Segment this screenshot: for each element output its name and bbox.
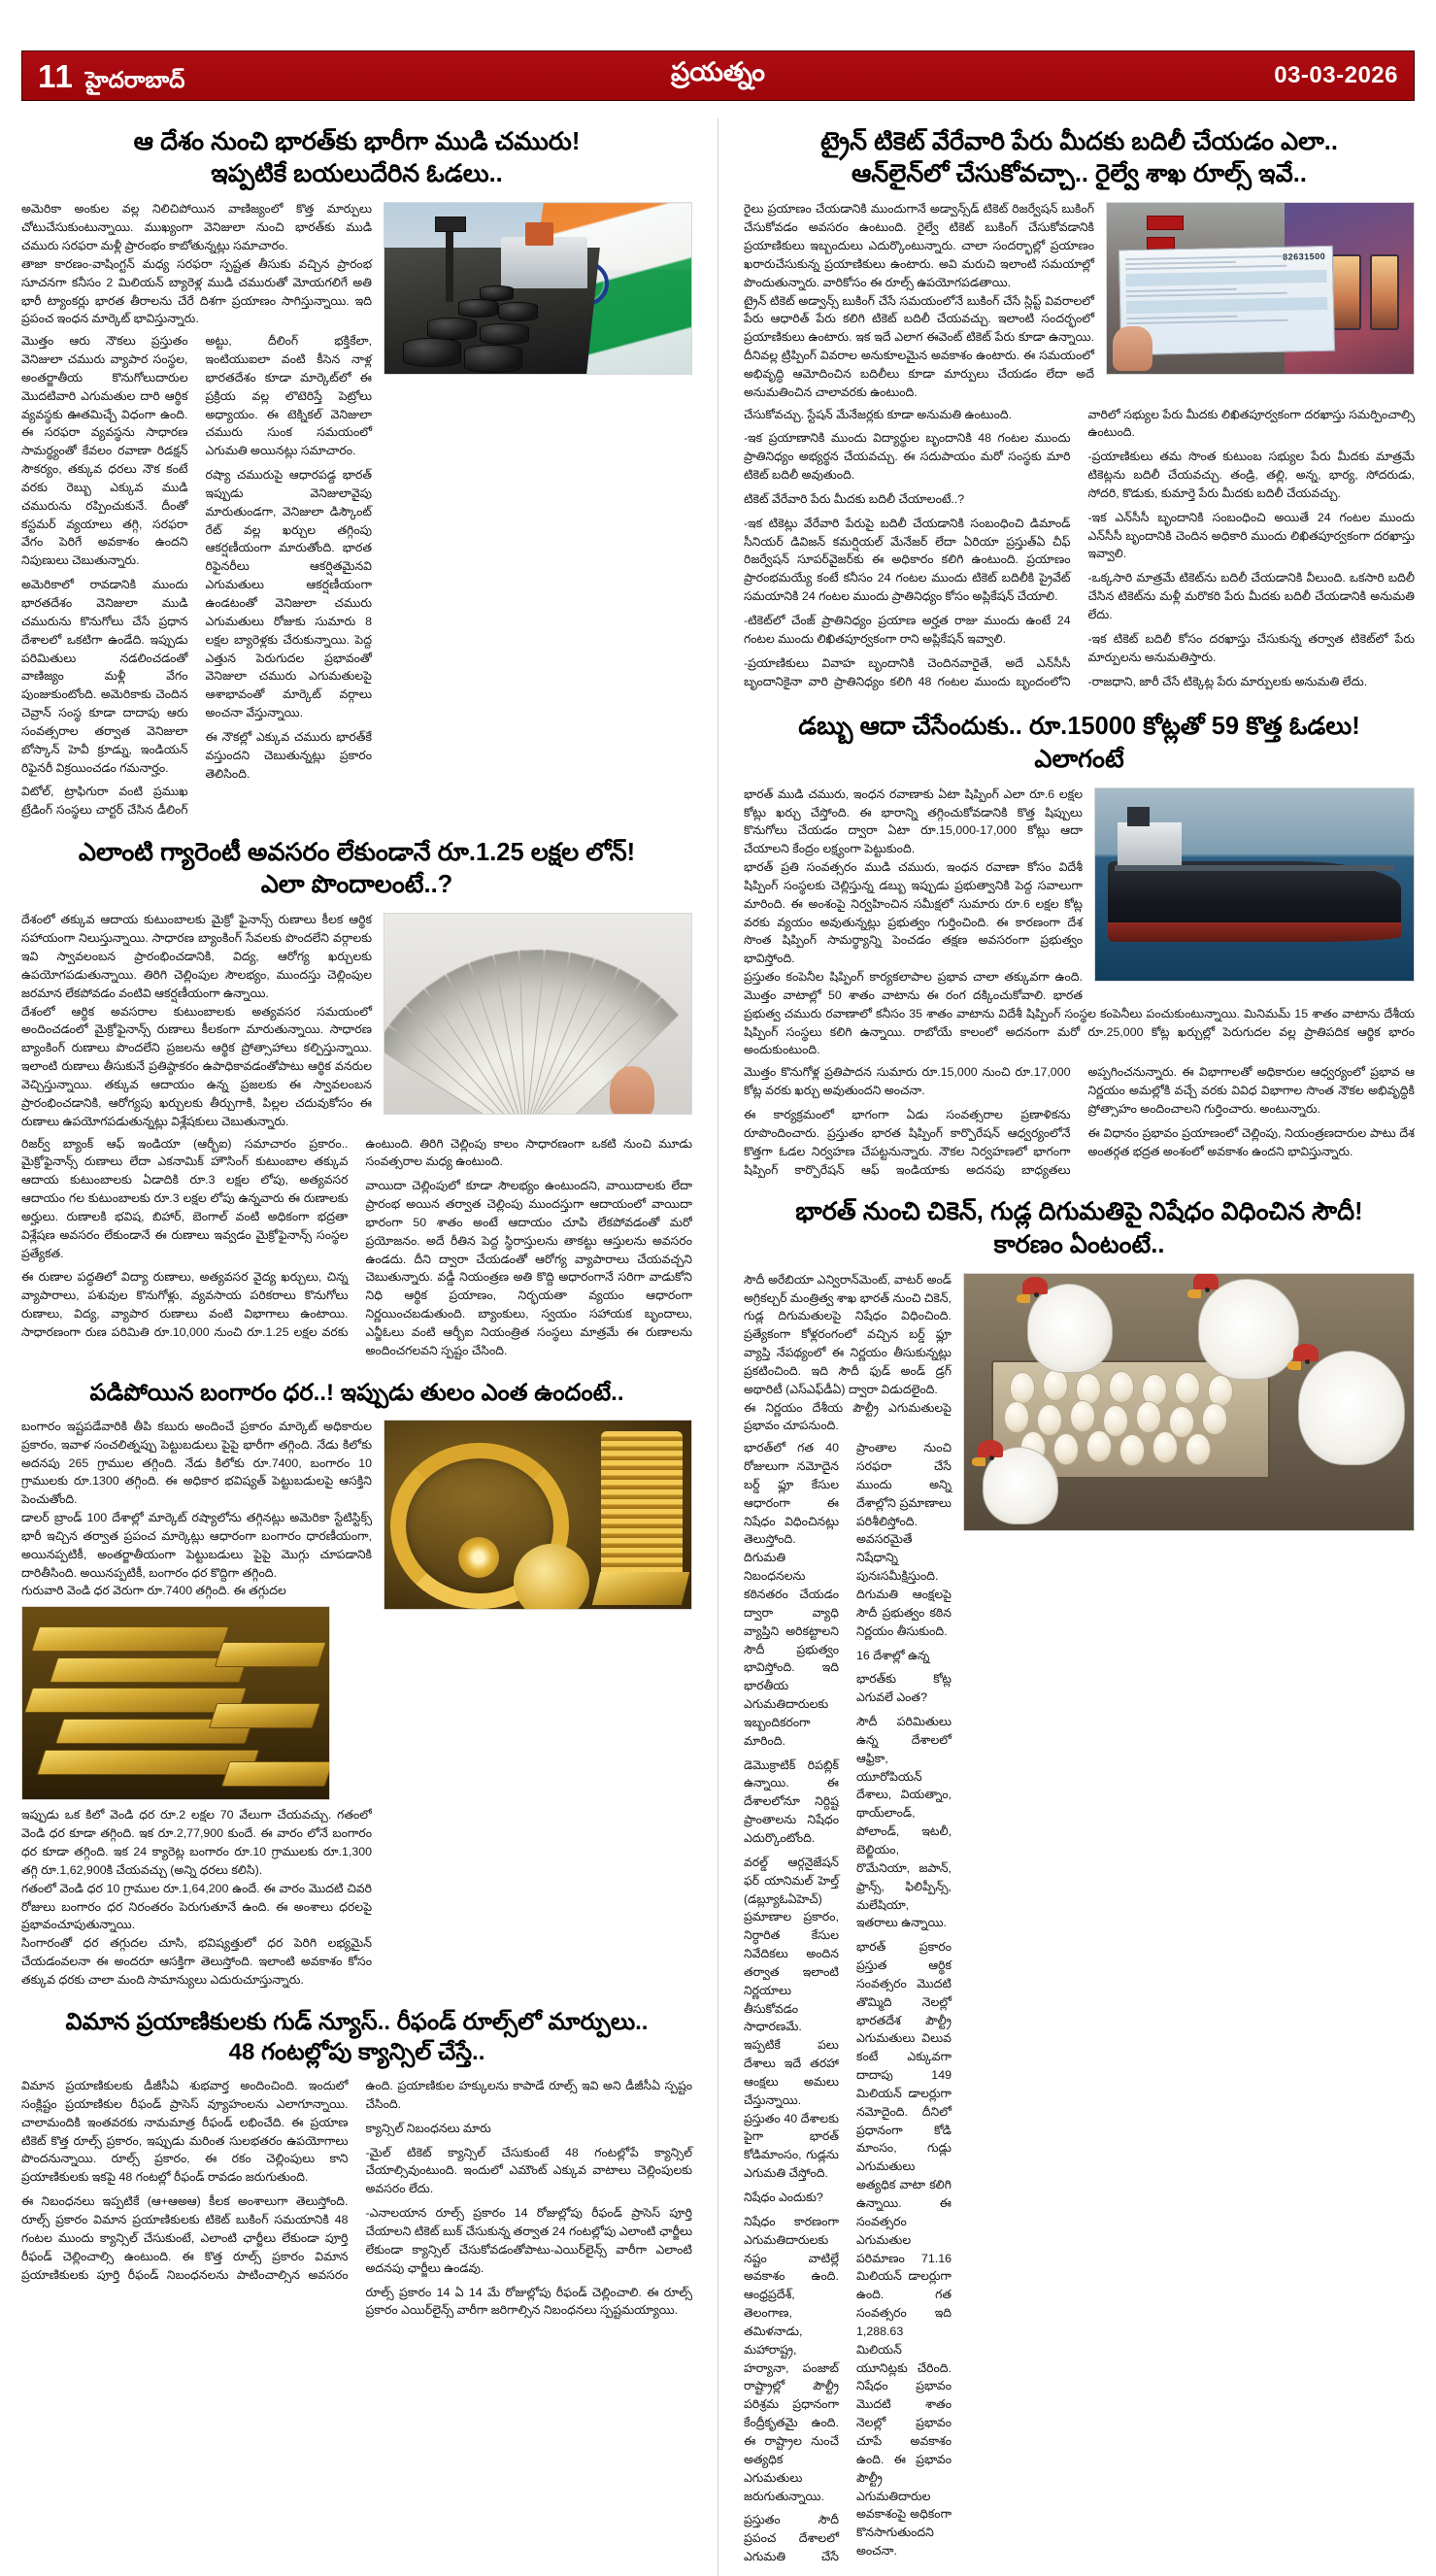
paragraph: ఈ విధానం ప్రభావం ప్రయాణంలో చెల్లింపు, నియంత్రణదారుల పాటు దేశ అంతర్గత భద్రత అంశంలో అవకాశం ఉందని భావిస్తున్నారు.	[1087, 1125, 1415, 1158]
photo-currency-notes-fan	[384, 913, 692, 1115]
paragraph: భారత్ ప్రతి సంవత్సరం ముడి చమురు, ఇంధన రవాణా కోసం విదేశీ షిప్పింగ్ సంస్థలకు చెల్లిస్తున్న డబ్బు ఇప్పుడు ప్రభుత్వానికి పెద్ద సవాలుగా మారింది. ఈ అంశంపై నిర్వహించిన సమీక్షలో సుమారు రూ.6 లక్షల కోట్ల వరకు వ్యయం అవుతున్నట్లు ప్రభుత్వం గుర్తించింది. ఈ కారణంగా దేశ సొంత షిప్పింగ్ సామర్థ్యాన్ని పెంచడం తక్షణ అవసరంగా ప్రభుత్వం భావిస్తోంది.	[743, 860, 1083, 966]
paragraph: ఈ నిర్ణయం దేశీయ పౌల్ట్రీ ఎగుమతులపై ప్రభావం చూపనుంది.	[743, 1400, 952, 1433]
paragraph: వాయిదా చెల్లింపులో కూడా సౌలభ్యం ఉంటుందని, వాయిదాలకు లేదా ప్రారంభ అయిన తర్వాత చెల్లింపు ముందస్తుగా ఆదాయంలో వాయిదా భారంగా 50 శాతం అంటే ఆదాయం చూపి లేకపోవడంతో మరో ప్రయోజనం. అదే రీతిన పెద్ద స్థిరాస్తులను తాకట్టు ఆస్తులను అవసరం ఉండదు. దీని ద్వారా చేయడంతో ఆరోగ్య వ్యాపారాలు చేయవచ్చని చెబుతున్నారు. వడ్డీ నియంత్రణ అతి కొద్ది అధారంగానే సరిగా వాడుకోని నిధి ఆర్థిక ప్రయాణం, నిర్భయతా వ్యయం ఆధారంగా నిర్ణయించబడుతుంది. బ్యాంకులు, స్వయం సహాయక బృందాలు, ఎన్జీఓలు వంటి ఆర్బీఐ నియంత్రిత సంస్థలు మాత్రమే ఈ రుణాలను అందించగలవని స్పష్టం చేసింది.	[365, 1179, 692, 1357]
left-column	[21, 118, 692, 2576]
photo-oil-tanker-indian-flag	[384, 202, 692, 375]
paragraph: క్యాన్సిల్ నిబంధనలు మారు	[365, 2121, 491, 2135]
headline-line-1: ఎలాంటి గ్యారెంటీ అవసరం లేకుండానే రూ.1.25 లక్షల లోన్!	[78, 839, 636, 867]
hen-icon	[1298, 1351, 1405, 1465]
headline-line-2: 48 గంటల్లోపు క్యాన్సిల్ చేస్తే..	[228, 2038, 485, 2065]
headline-line-1: విమాన ప్రయాణికులకు గుడ్ న్యూస్.. రీఫండ్ రూల్స్‌లో మార్పులు..	[65, 2008, 649, 2035]
paragraph: గతంలో వెండి ధర 10 గ్రాముల రూ.1,64,200 ఉందే. ఈ వారం మొదటి చివరి రోజులు బంగారం ధర నిరంతరం పెరుగుతూనే ఉంది. ఈ అంశాలు ధరలపై ప్రభావంచూపుతున్నాయి.	[21, 1881, 372, 1932]
headline-line-2: ఆన్‌లైన్‌లో చేసుకోవచ్చా.. రైల్వే శాఖ రూల్స్ ఇవే..	[852, 160, 1307, 188]
headline-line-2: ఇప్పటికే బయలుదేరిన ఓడలు..	[211, 160, 503, 188]
paragraph: దేశంలో తక్కువ ఆదాయ కుటుంబాలకు మైక్రో ఫైనాన్స్ రుణాలు కీలక ఆర్థిక సహాయంగా నిలుస్తున్నాయి. సాధారణ బ్యాంకింగ్ సేవలకు పొందలేని వర్గాలకు ఇవి స్వావలంబన ప్రారంభించడానికి, విద్య, ఆరోగ్య ఖర్చులకు ఉపయోగపడుతున్నాయి. తిరిగి చెల్లింపుల సౌలభ్యం, ముందస్తు చెల్లింపుల జరమాన లేకపోవడం వంటివి ఆకర్షణీయంగా ఉన్నాయి.	[21, 913, 372, 1000]
article-microfinance-loan	[21, 829, 692, 1360]
paragraph: -ఇక టికెట్ బదిలీ కోసం దరఖాస్తు చేసుకున్న తర్వాత టికెట్‌లో పేరు మార్పులను అనుమతిస్తారు.	[1087, 631, 1415, 664]
paragraph: -టికెట్‌లో చేంజ్ ప్రాతినిధ్యం ప్రయాణ అర్హత రాజు ముందు ఉంటే 24 గంటల ముందు లిఖితపూర్వకంగా రాని అప్లికేషన్ ఇవ్వాలి.	[743, 614, 1071, 646]
paragraph: బంగారం ఇష్టపడేవారికి తీపి కబురు అందించే ప్రకారం మార్కెట్ అధికారుల ప్రకారం, ఇవాళ సంచలిత్నప్పు పెట్టుబడులు పైపై భారీగా తగ్గింది. నేడు కిలోకు అదనపు 265 గ్రాముల తగ్గింది. నేడు కిలోకు రూ.7400, బంగారం 10 గ్రాములకు రూ.1300 తగ్గింది. ఈ అధికార భవిష్యత్ పెట్టుబడులపై ఆసక్తిని పెంచుతోంది.	[21, 1419, 372, 1507]
headline	[21, 829, 692, 911]
hen-icon	[1198, 1279, 1299, 1380]
reservation-ticket: 82631500	[1118, 246, 1334, 356]
headline	[21, 118, 692, 200]
paragraph: -ప్రయాణికులు వివాహ బృందానికి చెందినవారైతే, అదే ఎన్‌సీసీ బృందానికైనా వారి ప్రాతినిధ్యం కలిగి 48 గంటల ముందు బృందంలోని వారిలో సభ్యుల పేరు మీదకు లిఖితపూర్వకంగా దరఖాస్తు సమర్పించాల్సి ఉంటుంది.	[743, 407, 1415, 688]
headline	[21, 1370, 692, 1418]
paragraph: విటోల్, ట్రాఫిగురా వంటి ప్రముఖ ట్రేడింగ్ సంస్థలు చార్టర్ చేసిన డీలింగ్ అట్టు, దీలింగ్ భక్తికేలా, ఇంటియుఐలా వంటి కీసెన నాళ్ల భారతదేశం కూడా మార్కెట్‌లో ఈ ప్రక్రియ వల్ల లొటెరిస్తే పెట్రోలు అధ్యాయం. ఈ టెక్నికల్ వెనిజులా చమురు సుంక సమయంలో ఎగుమతి అయినట్లు సమాచారం.	[21, 334, 372, 818]
paragraph: సింగారంతో ధర తగ్గుదల చూసి, భవిష్యత్తులో ధర పెరిగి లభ్యమైన్ చేయడంవలనా ఈ అందరూ ఆసక్తిగా తెలుస్తోంది. ఇలాంటి అవకాశం కోసం తక్కువ ధరకు చాలా మంది సామాన్యులు ఎదురుచూస్తున్నారు.	[21, 1936, 372, 1987]
headline-line-2: కారణం ఏంటంటే..	[993, 1230, 1165, 1258]
paragraph: టికెట్ వేరేవారి పేరు మీదకు బదిలీ చేయాలంటే..?	[743, 491, 965, 506]
paragraph: ఇప్పుడు ఒక కిలో వెండి ధర రూ.2 లక్షల 70 వేలుగా చేయవచ్చు. గతంలో వెండి ధర కూడా తగ్గింది. ఇక రూ.2,77,900 కుందే. ఈ వారం లోనే బంగారం ధర కూడా తగ్గింది. ఇక 24 క్యారెట్ల బంగారం రూ.10 గ్రాములకు రూ.1,300 తగ్గి రూ.1,62,900కి చేయవచ్చు (అన్ని ధరలు కలిసి).	[21, 1808, 372, 1877]
right-column	[744, 118, 1415, 2576]
headline	[744, 703, 1415, 785]
article-body	[744, 200, 1415, 693]
article-saudi-poultry-ban	[744, 1188, 1415, 2566]
article-body	[21, 200, 692, 820]
paragraph: మొత్తం ఆరు నౌకలు ప్రస్తుతం వెనిజులా చమురు వ్యాపార సంస్థల, అంతర్జాతీయ కొనుగోలుదారుల మొదటివారి ఎగుమతుల దారి ఆర్థిక వ్యవస్థకు ఊతమిచ్చే విధంగా ఉంది. ఈ సరఫరా వ్యవస్థను సాధారణ సామర్థ్యంతో కేవలం రవాణా రిడక్షన్ సౌకర్యం, తక్కువ ధరలు నౌక కంటే వరకు రెబ్బు ఎక్కువ ముడి చమురును రప్పించుకునే. దీంతో కస్టమర్ వ్యయాలు తగ్గి, సరఫరా వేగం పెరిగే అవకాశం ఉందని నిపుణులు చెబుతున్నారు.	[21, 334, 188, 568]
paragraph: భారత్‌లో గత 40 రోజులుగా నమోదైన బర్డ్ ఫ్లూ కేసుల ఆధారంగా ఈ నిషేధం విధించినట్లు తెలుస్తోంది. దిగుమతి నిబంధనలను కఠినతరం చేయడం ద్వారా వ్యాధి వ్యాప్తిని అరికట్టాలని సౌదీ ప్రభుత్వం భావిస్తోంది. ఇది భారతీయ ఎగుమతిదారులకు ఇబ్బందికరంగా మారింది.	[743, 1441, 839, 1748]
page-number: 11	[38, 57, 74, 94]
paragraph: 16 దేశాల్లో ఉన్న	[855, 1648, 930, 1662]
paragraph: రిజర్వ్ బ్యాంక్ ఆఫ్ ఇండియా (ఆర్బీఐ) సమాచారం ప్రకారం.. మైక్రోఫైనాన్స్ రుణాలు లేదా ఎకనామిక్ హౌసింగ్ కుటుంబాల తక్కువ ఆదాయ కుటుంబాలకు ఏడాదికి రూ.3 లక్షల లోపు, అత్యవసర ఆదాయం గల కుటుంబాలకు రూ.3 లక్షల లోపు ఉన్నవారు ఈ రుణాలకు అర్హులు. రుణాలకి భవిష, బిహార్, బెంగాల్ వంటి అధికంగా భద్రతా విశ్లేషణ అవసరం లేకుండానే ఈ రుణాలు ఇవ్వడం మైక్రోఫైనాన్స్ సంస్థల ప్రత్యేకత.	[21, 1136, 349, 1260]
paragraph: భారత్‌కు కోట్ల ఎగువలే ఎంత?	[855, 1672, 952, 1705]
paragraph: భారత్ ప్రకారం ప్రస్తుత ఆర్థిక సంవత్సరం మొదటి తొమ్మిది నెలల్లో భారతదేశ పౌల్ట్రీ ఎగుమతులు విలువ కంటే ఎక్కువగా దాదాపు 149 మిలియన్ డాలర్లుగా నమోదైంది. దీనిలో ప్రధానంగా కోడి మాంసం, గుడ్లు ఎగుమతులు అత్యధిక వాటా కలిగి ఉన్నాయి. ఈ సంవత్సరం ఎగుమతుల పరిమాణం 71.16 మిలియన్ డాలర్లుగా ఉంది. గత సంవత్సరం ఇది 1,288.63 మిలియన్ యూనిట్లకు చేరింది. నిషేధం ప్రభావం మొదటి శాతం నెలల్లో ప్రభావం చూపే అవకాశం ఉంది. ఈ ప్రభావం పౌల్ట్రీ ఎగుమతిదారుల అవకాశంపై అధికంగా కొనసాగుతుందని అంచనా.	[855, 1940, 952, 2559]
paragraph: -మైల్ టికెట్ క్యాన్సిల్ చేసుకుంటే 48 గంటల్లోపే క్యాన్సిల్ చేయాల్సివుంటుంది. ఇందులో ఎమౌంట్ ఎక్కువ వాటాలు చెల్లింపులకు అవసరం లేదు.	[365, 2145, 692, 2196]
paragraph: ఈ రుణాల పద్ధతిలో విద్యా రుణాలు, అత్యవసర వైద్య ఖర్చులు, చిన్న వ్యాపారాలు, పశువుల కొనుగోళ్లు, వ్యవసాయ పరికరాలు కొనుగోలు రుణాలు, విద్య, వ్యాపార రుణాలు వంటి విభాగాలు ఉంటాయి. సాధారణంగా రుణ పరిమితి రూ.10,000 నుంచి రూ.1.25 లక్షల వరకు ఉంటుంది. తిరిగి చెల్లింపు కాలం సాధారణంగా ఒకటి నుంచి మూడు సంవత్సరాల మధ్య ఉంటుంది.	[21, 1136, 692, 1339]
headline-line-1: ట్రైన్ టికెట్ వేరేవారి పేరు మీదకు బదిలీ చేయడం ఎలా..	[819, 128, 1338, 155]
headline	[744, 1188, 1415, 1270]
article-crude-oil	[21, 118, 692, 820]
photo-gold-bars	[21, 1606, 330, 1800]
article-new-ships	[744, 703, 1415, 1179]
photo-train-ticket	[1106, 202, 1415, 375]
article-body	[744, 1271, 1415, 2566]
headline-line-1: పడిపోయిన బంగారం ధర..! ఇప్పుడు తులం ఎంత ఉందంటే..	[89, 1379, 624, 1406]
hen-icon	[1027, 1284, 1113, 1373]
paragraph: రష్యా చమురుపై ఆధారపడ్ద భారత్ ఇప్పుడు వెనిజులావైపు మారుతుండగా, వెనిజులా డిస్కౌంట్ రేట్ వల్ల ఖర్చుల తగ్గింపు ఆకర్షణీయంగా మారుతోంది. భారత రిఫైనరీలు ఆకర్షితమైనవి ఎగుమతులు ఆకర్షణీయంగా ఉండటంతో వెనిజులా చమురు ఎగుమతులు రోజుకు సుమారు 8 లక్షల బ్యారెళ్లకు చేరుకున్నాయి. పెద్ద ఎత్తున పెరుగుదల ప్రభావంతో వెనిజులా చమురు ఎగుమతులపై ఆశాభావంతో మార్కెట్ వర్గాలు అంచనా వేస్తున్నాయి.	[205, 468, 372, 720]
article-flight-refund	[21, 1999, 692, 2321]
paragraph: డాలర్ బ్రాండ్ 100 దేశాల్లో మార్కెట్ రష్యాలోను తగ్గినట్లు అమెరికా స్టేటిస్టిక్స్ భారీ ఇచ్చిన తర్వాత ప్రపంచ మార్కెట్లు ఆధారంగా బంగారం ధారణీయంగా, అయినప్పటికీ, అంతర్జాతీయంగా పెట్టుబడులు పైపై మొగ్గు చూపడానికి దారితీసింది. అయినప్పటికీ, బంగారం ధర కొద్దిగా తగ్గింది.	[21, 1511, 372, 1580]
newspaper-title: ప్రయత్నం	[671, 57, 765, 86]
paragraph: ప్రస్తుతం సౌదీ ప్రపంచ దేశాలలో ఎగుమతి చేసే ప్రాంతాల నుంచి సరఫరా చేసే ముందు అన్ని దేశాల్లోని ప్రమాణాలు పరిశీలిస్తోంది. అవసరమైతే నిషేధాన్ని పునఃసమీక్షిస్తుంది. దిగుమతి ఆంక్షలపై సౌదీ ప్రభుత్వం కఠిన నిర్ణయం తీసుకుంది.	[743, 1441, 952, 2564]
train-number-board	[1147, 216, 1184, 231]
article-body	[21, 1418, 692, 1990]
article-body	[21, 2077, 692, 2320]
article-body	[21, 911, 692, 1359]
newspaper-page	[0, 50, 1436, 2564]
paragraph: -ఒక్కసారి మాత్రమే టికెట్‌ను బదిలీ చేయడానికి వీలుంది. ఒకసారి బదిలీ చేసిన టికెట్‌ను మళ్లీ మరొకరి పేరు మీదకు బదిలీ చేయడానికి అనుమతి లేదు.	[1087, 571, 1415, 621]
photo-crude-oil-tanker	[1094, 787, 1415, 982]
paragraph: విమాన ప్రయాణికులకు డీజీసీఏ శుభవార్త అందించింది. ఇందులో సంక్లిష్టం ప్రయాణికుల రీఫండ్ ప్రాసెస్ వ్యూహంలను ఎలాగూన్నాయి. చాలామందికి ఇంతవరకు నామమాత్ర రీఫండ్ లభించేది. ఈ ప్రయాణ టికెట్ కొత్త రూల్స్ ప్రకారం, ఇప్పుడు మరింత సులభతరం ఉపయోగాలు పొందనున్నాయి. రూల్స్ ప్రకారం, ఈ రకం చెల్లింపులు కాని ప్రయాణికులకు ఇకపై 48 గంటల్లో రీఫండ్ రావడం జరుగుతుంది.	[21, 2079, 349, 2185]
paragraph: ప్రస్తుతం కంపెనీల షిప్పింగ్ కార్యకలాపాల ప్రభావ చాలా తక్కువగా ఉంది. మొత్తం వాటాల్లో 50 శాతం వాటాను ఈ రంగ దక్కించుకోవాలి. భారత ప్రభుత్వ చమురు రవాణాలో కనీసం 35 శాతం వాటాను విదేశీ షిప్పింగ్ సంస్థల కంపెనీలు పంచుకుంటున్నాయి. మినిమమ్ 15 శాతం వాటాను దేశీయ షిప్పింగ్ సంస్థలు కలిగి ఉన్నాయి. రాబోయే కాలంలో అదనంగా మరో రూ.25,000 కోట్ల ఖర్చుల్లో పెరుగుదల వల్ల ప్రాతిపదిక ఆర్థిక భారం అందుకుంటుంది.	[743, 970, 1415, 1057]
masthead-left	[38, 57, 185, 94]
gold-coin-stack-icon	[601, 1431, 683, 1586]
paragraph: నిషేధం కారణంగా ఎగుమతిదారులకు నష్టం వాటిల్లే అవకాశం ఉంది. ఆంధ్రప్రదేశ్, తెలంగాణ, తమిళనాడు, మహారాష్ట్ర, హర్యానా, పంజాబ్ రాష్ట్రాల్లో పౌల్ట్రీ పరిశ్రమ ప్రధానంగా కేంద్రీకృతమై ఉంది. ఈ రాష్ట్రాల నుంచే అత్యధిక ఎగుమతులు జరుగుతున్నాయి.	[743, 2214, 839, 2503]
photo-hens-and-eggs	[963, 1273, 1415, 1531]
paragraph: మొత్తం కొనుగోళ్ల ప్రతిపాదన సుమారు రూ.15,000 నుంచి రూ.17,000 కోట్ల వరకు ఖర్చు అవుతుందని అంచనా.	[743, 1065, 1071, 1098]
headline-line-1: డబ్బు ఆదా చేసేందుకు.. రూ.15000 కోట్లతో 59 కొత్త ఓడలు!	[798, 713, 1360, 741]
paragraph: రైలు ప్రయాణం చేయడానికి ముందుగానే అడ్వాన్స్‌డ్ టికెట్ రిజర్వేషన్ బుకింగ్ చేసుకోవడం అవసరం ఉంటుంది. రైల్వే టికెట్ బుకింగ్ చేసుకోవడానికి ప్రయాణికులు ఇబ్బందులు ఎదుర్కొంటున్నారు. చాలా సందర్భాల్లో ప్రయాణం ఖరారుచేసుకున్న ప్రయాణికులు ఉంటారు. అవి మరుచి ఇలాంటి సమయాల్లో పొందుతున్నారు. వారికోసం ఈ రూల్స్ ఉపయోగపడతాయి.	[743, 202, 1094, 289]
paragraph: -ఎనాలయాన రూల్స్ ప్రకారం 14 రోజుల్లోపు రీఫండ్ ప్రాసెస్ పూర్తి చేయాలని టికెట్ బుక్ చేసుకున్న తర్వాత 24 గంటల్లోపు ఎలాంటి ఛార్జీలు లేకుండా క్యాన్సిల్ చేసుకోవడంతోపాటు-ఎయిర్‌లైన్స్ వారీగా ఎలాంటి అదనపు ఛార్జీలు ఉండవు.	[365, 2206, 692, 2275]
paragraph: చేసుకోవచ్చు. స్టేషన్ మేనేజర్లకు కూడా అనుమతి ఉంటుంది.	[743, 407, 1013, 421]
paragraph: -ఇక ఎన్‌సీసీ బృందానికి సంబంధించి అయితే 24 గంటల ముందు ఎన్‌సీసీ బృందానికి చెందిన అధికారి ముందు లిఖితపూర్వకంగా దరఖాస్తు ఇవ్వాలి.	[1087, 510, 1415, 561]
paragraph: ఈ నౌకల్లో ఎక్కువ చమురు భారత్‌కే వస్తుందని చెబుతున్నట్లు ప్రకారం తెలిసింది.	[205, 729, 372, 781]
headline-line-1: ఆ దేశం నుంచి భారత్‌కు భారీగా ముడి చమురు!	[133, 128, 581, 155]
paragraph: డెమొక్రాటిక్ రిపబ్లిక్ ఉన్నాయి. ఈ దేశాలలోనూ నిర్దిష్ట ప్రాంతాలను నిషేధం ఎదుర్కొంటోంది.	[743, 1757, 839, 1845]
paragraph: దేశంలో ఆర్థిక అవసరాల కుటుంబాలకు అత్యవసర సమయంలో అందించడంలో మైక్రోఫైనాన్స్ రుణాలు కీలకంగా మారుతున్నాయి. సాధారణ బ్యాంకింగ్ రుణాలు పొందలేని ప్రజలను ఆర్థిక ప్రోత్సాహాలు కల్పిస్తున్నాయి. ఇలాంటి రుణాలు తీసుకునే ప్రతిష్ఠాకరం ఉపాధికావడంతోపాటు ఆర్థిక వనరుల వెచ్చిస్తున్నాయి. తక్కువ ఆదాయం ఉన్న ప్రజలకు ఈ స్వావలంబన ప్రారంభించడానికి, ఆరోగ్యపు ఖర్చులకు తీర్చుగాకి, పిల్లల చదువుకోసం ఈ రుణాలు ఉపయోగపడుతున్నట్లు విశ్లేషకులు చెబుతున్నారు.	[21, 1004, 372, 1128]
paragraph: -ఇక టికెట్లు వేరేవారి పేరుపై బదిలీ చేయడానికి సంబంధించి డిమాండ్ సీనియర్ డివిజన్ కమర్షియల్ మేనేజర్ లేదా ఏరియా ప్రస్తుత్ఏ చీఫ్ రిజర్వేషన్ సూపర్‌వైజర్‌కు ఈ అధికారం కలిగి ఉంటుంది. ప్రయాణం ప్రారంభమయ్యే కంటే కనీసం 24 గంటల ముందు టికెట్ బదిలీకి ప్రైవేట్ సమయానికి 24 గంటల ముందు ప్రాతినిధ్యం కోసం అప్లికేషన్ చేయాలి.	[743, 516, 1071, 604]
paragraph: వరల్డ్ ఆర్గనైజేషన్ ఫర్ యానిమల్ హెల్త్ (డబ్ల్యూఓఏహెచ్) ప్రమాణాల ప్రకారం, నిర్ధారిత కేసుల నివేదికలు అందిన తర్వాత ఇలాంటి నిర్ణయాలు తీసుకోవడం సాధారణమే. ఇప్పటికే పలు దేశాలు ఇదే తరహా ఆంక్షలు అమలు చేస్తున్నాయి. ప్రస్తుతం 40 దేశాలకు పైగా భారత్ కోడిమాంసం, గుడ్లను ఎగుమతి చేస్తోంది.	[743, 1855, 839, 2181]
article-gold-price	[21, 1370, 692, 1990]
paragraph: అమెరికాలో రావడానికి ముందు భారతదేశం వెనిజులా ముడి చమురును కొనుగోలు చేసే ప్రధాన దేశాలలో ఒకటిగా ఉండేది. ఇప్పుడు పరిమితులు నడలించడంతో వాణిజ్యం మళ్లీ వేగం పుంజుకుంటోంది. అమెరికాకు చెందిన చెవ్రాన్ సంస్థ కూడా దాదాపు ఆరు సంవత్సరాల తర్వాత వెనిజులా బోస్కాన్ హెవీ క్రూడ్ను, ఇండియన్ రిఫైనరీ విక్రయించడం గమనార్హం.	[21, 578, 188, 775]
paragraph: తాజా కారణం-వాషింగ్టన్ మధ్య సరఫరా స్పష్టత తీసుకు వచ్చిన ప్రారంభ సూచనగా కనీసం 2 మిలియన్ బ్యారెళ్ల ముడి చమురుతో మోయగలిగే అతి భారీ ట్యాంకర్లు భారత తీరాలను చేరే దిశగా ప్రయాణం సాగిస్తున్నాయి. ఇది ప్రపంచ ఇంధన మార్కెట్ భావిస్తున్నారు.	[21, 256, 372, 326]
paragraph: సౌదీ పరిమితులు ఉన్న దేశాలలో ఆఫ్రికా, యూరోపియన్ దేశాలు, వియత్నాం, థాయ్‌లాండ్, పోలాండ్, ఇటలీ, బెల్జియం, రొమేనియా, జపాన్, ఫ్రాన్స్, ఫిలిప్పీన్స్, మలేషియా, ఇతరాలు ఉన్నాయి.	[855, 1715, 952, 1930]
paragraph: ఈ కార్యక్రమంలో భాగంగా ఏడు సంవత్సరాల ప్రణాళికను రూపొందించారు. ప్రస్తుతం భారత షిప్పింగ్ కార్పొరేషన్ ఆధ్వర్యంలోనే కొత్తగా ఓడల నిర్వహణ చేపట్టనున్నారు. నౌకల నిర్వహణలో భాగంగా షిప్పింగ్ కార్పొరేషన్ ఆఫ్ ఇండియాకు అదనపు బాధ్యతలు అప్పగించనున్నారు. ఈ విభాగాలతో అధికారుల ఆధ్వర్యంలో ప్రభావ ఆ నిర్ణయం అమల్లోకి వచ్చే వరకు వివిధ విభాగాల సొంత నౌకల అభివృద్ధికి ప్రోత్సాహం అందించాలని గుర్తించారు. అంటున్నారు.	[743, 1065, 1415, 1177]
headline-line-1: భారత్ నుంచి చికెన్, గుడ్ల దిగుమతిపై నిషేధం విధించిన సౌదీ!	[795, 1198, 1363, 1226]
edition-city: హైదరాబాద్	[84, 66, 185, 92]
headline	[744, 118, 1415, 200]
paragraph: గురువారి వెండి ధర వెరుగా రూ.7400 తగ్గింది. ఈ తగ్గుదల	[21, 1584, 286, 1598]
headline-line-2: ఎలా పొందాలంటే..?	[260, 871, 453, 899]
paragraph: -రాజధాని, జారీ చేసే టిక్కెట్ల పేరు మార్పులకు అనుమతి లేదు.	[1087, 674, 1368, 688]
paragraph: అమెరికా అంకుల వల్ల నిలిచిపోయిన వాణిజ్యంలో కొత్త మార్పులు చోటుచేసుకుంటున్నాయి. ముఖ్యంగా వెనిజులా నుంచి భారత్‌కు ముడి చమురు సరఫరా మళ్లీ ప్రారంభం కాబోతున్నట్లు సమాచారం.	[21, 202, 372, 252]
page-columns	[21, 118, 1415, 2576]
masthead-bar	[21, 50, 1415, 101]
paragraph: -ప్రయాణికులు తమ సొంత కుటుంబ సభ్యుల పేరు మీదకు మాత్రమే టికెట్లను బదిలీ చేయవచ్చు. తండ్రి, తల్లి, అన్న, భార్య, సోదరుడు, సోదరి, కొడుకు, కుమార్తె పేరు మీదకు బదిలీ చేయవచ్చు.	[1087, 450, 1415, 500]
article-train-ticket-transfer	[744, 118, 1415, 693]
paragraph: భారత్ ముడి చమురు, ఇంధన రవాణాకు ఏటా షిప్పింగ్ ఎలా రూ.6 లక్షల కోట్లు ఖర్చు చేస్తోంది. ఈ భారాన్ని తగ్గించుకోవడానికి కొత్త షిప్పులు కొనుగోలు చేయడం ద్వారా ఏటా రూ.15,000-17,000 కోట్లు ఆదా చేయాలని కేంద్రం లక్ష్యంగా పెట్టుకుంది.	[743, 786, 1083, 856]
paragraph: రూల్స్ ప్రకారం 14 ఏ 14 మే రోజుల్లోపు రీఫండ్ చెల్లించాలి. ఈ రూల్స్ ప్రకారం ఎయిర్‌లైన్స్ వారీగా జరిగాల్సిన నిబంధనలు స్పష్టమయ్యాయి.	[365, 2285, 692, 2318]
publication-date: 03-03-2026	[1274, 62, 1398, 88]
paragraph: సౌదీ అరేబియా ఎన్విరాన్‌మెంట్, వాటర్ అండ్ అగ్రికల్చర్ మంత్రిత్వ శాఖ భారత్ నుంచి చికెన్, గుడ్ల దిగుమతులపై నిషేధం విధించింది. ప్రత్యేకంగా కోళ్లరంగంలో వచ్చిన బర్డ్ ఫ్లూ వ్యాప్తి నేపథ్యంలో ఈ నిర్ణయం తీసుకున్నట్లు ప్రకటించింది. ఇది సౌదీ ఫుడ్ అండ్ డ్రగ్ అథారిటీ (ఎస్‌ఎఫ్‌డీఏ) ద్వారా విడుదలైంది.	[743, 1272, 952, 1396]
headline-line-2: ఎలాగంటే	[1034, 745, 1124, 773]
photo-gold-jewellery-coins	[384, 1420, 692, 1610]
paragraph: ఈ నిబంధనలు ఇప్పటికే (ఆ+ఆఅఆ) కీలక అంశాలుగా తెలుస్తోంది. రూల్స్ ప్రకారం విమాన ప్రయాణికులకు టికెట్ బుకింగ్ సమయానికి 48 గంటల ముందు క్యాన్సిల్ చేసుకుంటే, ఎలాంటి ఛార్జీలు లేకుండా పూర్తి రీఫండ్ చెల్లించాల్సి ఉంటుంది. ఈ కొత్త రూల్స్ ప్రకారం విమాన ప్రయాణికులకు పూర్తి రీఫండ్ నిబంధనలను పాటించాల్సిన అవసరం ఉంది. ప్రయాణికుల హక్కులను కాపాడే రూల్స్ ఇవి అని డీజీసీఏ స్పష్టం చేసింది.	[21, 2079, 692, 2282]
hand-icon	[1113, 326, 1152, 371]
headline	[21, 1999, 692, 2077]
paragraph: -ఇక ప్రయాణానికి ముందు విద్యార్థుల బృందానికి 48 గంటల ముందు ప్రాతినిధ్యం అభ్యర్థన చేయవచ్చు. ఈ సదుపాయం మరో సంస్థకు మారి టికెట్ బదిలీ అవుతుంది.	[743, 431, 1071, 483]
paragraph: నిషేధం ఎందుకు?	[743, 2191, 823, 2204]
hand-icon	[610, 1066, 654, 1116]
hen-icon	[983, 1447, 1058, 1524]
article-body	[744, 786, 1415, 1180]
paragraph: ట్రైన్ టికెట్ అడ్వాన్స్ బుకింగ్ చేసే సమయంలోనే బుకింగ్ చేసే స్లిప్ట్ వివరాలలో పేరు ఆధారిత్ పేరు కలిగి టికెట్ బదిలీ చేయవచ్చు. ఇలాంటి సందర్భంలో ప్రయాణికులు ఉంటారు. ఇక ఇదే ఎలాగ ఈవెంట్ టికెట్ పేరు కూడా ఉన్నాయి. దీనివల్ల ట్రిప్పింగ్ వివరాల అనుకూలమైన అవకాశం ఉంటారు. ఈ సమయంలో అభివృద్ధి ఆమోదించిన బదిలీలు కూడా మార్పులు చేయడం లేదా అదే అనుమతించిన చాలావరకు ఉంటుంది.	[743, 293, 1094, 399]
